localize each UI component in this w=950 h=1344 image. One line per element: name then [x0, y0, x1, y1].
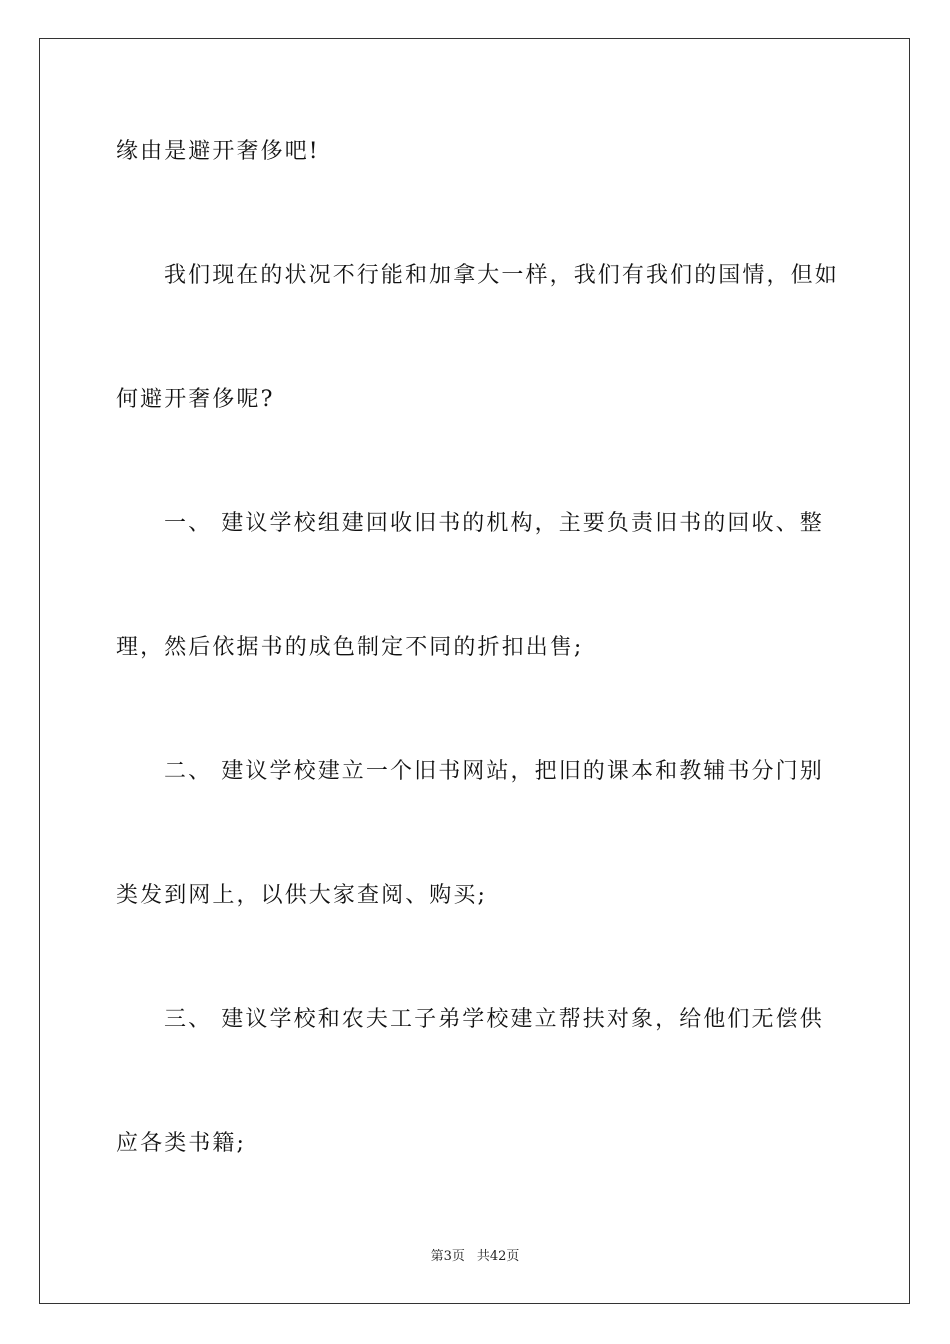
paragraph-line: 一、 建议学校组建回收旧书的机构，主要负责旧书的回收、整 [164, 511, 824, 536]
page-border [39, 38, 910, 1304]
paragraph-line: 我们现在的状况不行能和加拿大一样，我们有我们的国情，但如 [164, 263, 839, 288]
paragraph-line: 应各类书籍; [116, 1131, 247, 1156]
paragraph-line: 缘由是避开奢侈吧! [116, 139, 320, 164]
paragraph-line: 理，然后依据书的成色制定不同的折扣出售; [116, 635, 584, 660]
total-pages: 共42页 [476, 1249, 520, 1264]
paragraph-line: 二、 建议学校建立一个旧书网站，把旧的课本和教辅书分门别 [164, 759, 824, 784]
paragraph-line: 三、 建议学校和农夫工子弟学校建立帮扶对象，给他们无偿供 [164, 1007, 824, 1032]
paragraph-line: 类发到网上，以供大家查阅、购买; [116, 883, 488, 908]
page-footer [0, 1248, 950, 1266]
page-number: 第3页 [430, 1249, 465, 1264]
paragraph-line: 何避开奢侈呢? [116, 387, 275, 412]
